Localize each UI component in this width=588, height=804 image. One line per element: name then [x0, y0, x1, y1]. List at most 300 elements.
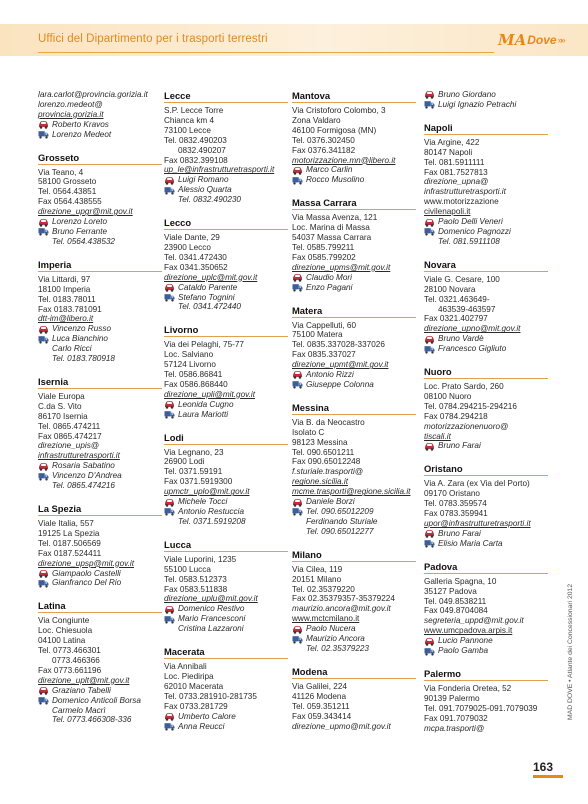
address-line: Isolato C	[292, 427, 325, 437]
contact-person-name: Daniele Borzi	[306, 497, 355, 507]
contact-person-name: Giuseppe Colonna	[306, 379, 374, 389]
address-line: direzione_upmo@mit.gov.it	[292, 721, 391, 731]
address-line: Via Cristoforo Colombo, 3	[292, 106, 386, 115]
address-line: C.da S. Vito	[38, 401, 82, 411]
address-line: 58100 Grosseto	[38, 177, 97, 187]
contact-person	[292, 527, 416, 537]
address-line: Tel. 0583.512373	[164, 574, 227, 584]
car-icon	[38, 218, 49, 227]
car-icon	[38, 569, 49, 578]
office-entry	[424, 259, 548, 354]
contact-person-name: Laura Mariotti	[178, 409, 229, 419]
contact-person-name: Domenico Pagnozzi	[438, 226, 511, 236]
address-line: 28100 Novara	[424, 284, 476, 294]
page-number-bar	[533, 775, 563, 778]
address-line: Fax 0832.399108	[164, 155, 228, 165]
address-line: Tel. 090.6501211	[292, 447, 355, 457]
contact-person-name: Tel. 0341.472440	[178, 302, 241, 312]
truck-icon	[292, 635, 303, 644]
address-line: motorizzazionenuoro@	[424, 421, 509, 431]
address-line: Fax 0321.402797	[424, 314, 488, 324]
address-line: Fax 0784.294218	[424, 411, 488, 421]
contact-person	[292, 165, 416, 175]
address-line: 20151 Milano	[292, 574, 342, 584]
address-line: 62010 Macerata	[164, 681, 224, 691]
contact-person-name: Anna Reucci	[178, 721, 225, 731]
contact-person-name: Tel. 0865.474216	[52, 481, 115, 491]
office-entry	[38, 503, 162, 588]
contact-person	[292, 507, 416, 517]
car-icon	[292, 625, 303, 634]
address-line: Tel. 0783.359574	[424, 499, 487, 509]
address-line: Via Annibali	[164, 662, 207, 672]
office-title: Imperia	[38, 259, 162, 272]
address-line: Tel. 0832.490203	[164, 135, 227, 145]
contact-person	[38, 130, 162, 140]
address-line: 0832.490207	[178, 145, 226, 155]
address-line: Fax 081.7527813	[424, 167, 488, 177]
office-entry	[164, 90, 288, 205]
office-title: Lodi	[164, 432, 288, 445]
address-line: Via Legnano, 23	[164, 447, 224, 457]
office-title: Isernia	[38, 376, 162, 389]
address-line: Fax 0773.661196	[38, 665, 102, 675]
contact-person-name: Enzo Pagani	[306, 282, 353, 292]
contact-person	[164, 185, 288, 195]
contact-link[interactable]: direzione_upli@mit.gov.it	[164, 389, 255, 399]
contact-person-name: Claudio Mori	[306, 272, 352, 282]
address-line: f.sturiale.trasporti@	[292, 467, 364, 477]
address-line: Tel. 0321.463649-	[424, 294, 490, 304]
contact-person	[38, 461, 162, 471]
address-line: Fax 0341.350652	[164, 262, 228, 272]
car-icon	[292, 498, 303, 507]
office-entry	[38, 259, 162, 364]
office-entry	[424, 561, 548, 656]
truck-icon	[292, 283, 303, 292]
contact-person-name: Antonio Restuccia	[178, 507, 244, 516]
contact-link[interactable]: tiscali.it	[424, 431, 451, 441]
address-line: Viale Luporini, 1235	[164, 554, 237, 564]
address-line: Galleria Spagna, 10	[424, 576, 497, 586]
contact-person	[424, 529, 548, 539]
address-line: Fax 049.8704084	[424, 606, 488, 616]
address-line: Viale Italia, 557	[38, 519, 94, 528]
address-line: lorenzo.medeot@	[38, 99, 103, 109]
contact-person	[164, 722, 288, 732]
contact-person	[38, 324, 162, 334]
address-line: 90139 Palermo	[424, 693, 480, 703]
truck-icon	[292, 176, 303, 185]
contact-link[interactable]: up_le@infrastrutturetrasporti.it	[164, 165, 275, 175]
contact-link[interactable]: direzione_upmt@mit.gov.it	[292, 360, 389, 370]
office-entry	[164, 539, 288, 634]
contact-person-name: Cataldo Parente	[178, 282, 238, 292]
car-icon	[424, 90, 435, 99]
truck-icon	[424, 539, 435, 548]
contact-person-name: Carlo Ricci	[52, 344, 92, 354]
address-line: Tel. 02.35379220	[292, 584, 355, 594]
address-line: 98123 Messina	[292, 437, 348, 447]
truck-icon	[164, 293, 175, 302]
contact-person	[164, 283, 288, 293]
office-entry	[424, 463, 548, 548]
address-line: lara.carlot@provincia.gorizia.it	[38, 90, 148, 99]
contact-person	[38, 227, 162, 237]
address-line: S.P. Lecce Torre	[164, 106, 224, 115]
contact-person	[292, 380, 416, 390]
car-icon	[164, 176, 175, 185]
office-entry	[424, 668, 548, 734]
contact-person	[38, 344, 162, 354]
contact-link[interactable]: direzione_uplu@mit.gov.it	[164, 594, 258, 604]
address-line: Loc. Piediripa	[164, 671, 214, 681]
address-line: Tel. 0585.799211	[292, 242, 355, 252]
address-line: 35127 Padova	[424, 586, 477, 596]
contact-person-name: Domenico Anticoli Borsa	[52, 695, 141, 705]
address-line: Tel. 0865.474211	[38, 421, 101, 431]
contact-person-name: Stefano Tognini	[178, 292, 235, 302]
contact-person	[38, 217, 162, 227]
truck-icon	[38, 579, 49, 588]
address-line: Tel. 0835.337028-337026	[292, 340, 385, 350]
contact-person-name: Carmelo Macrì	[52, 705, 106, 715]
address-line: Fax 0376.341182	[292, 145, 356, 155]
contact-person	[38, 481, 162, 491]
contact-link[interactable]: direzione_uplc@mit.gov.it	[164, 272, 258, 282]
contact-person	[424, 90, 548, 100]
contact-person-name: Paolo Nucera	[306, 624, 356, 634]
truck-icon	[292, 507, 303, 516]
contact-person-name: Tel. 0564.438532	[52, 236, 115, 246]
contact-person	[38, 354, 162, 364]
logo-arrows-icon: »»	[557, 35, 564, 45]
contact-person-name: Bruno Farai	[438, 441, 481, 451]
address-line: Fax 090.65012248	[292, 457, 361, 467]
address-line: Fax 059.343414	[292, 711, 352, 721]
truck-icon	[292, 380, 303, 389]
madove-logo	[498, 28, 564, 52]
office-entry	[292, 197, 416, 292]
logo-sub: Dove	[527, 33, 557, 47]
contact-person-name: Lorenzo Medeot	[52, 129, 112, 139]
contact-person	[38, 471, 162, 481]
address-line: Fax 0583.511838	[164, 584, 228, 594]
address-line: infrastrutturetrasporti.it	[424, 187, 506, 197]
contact-person	[164, 293, 288, 303]
office-title: Macerata	[164, 646, 288, 659]
contact-person-name: Elisio Maria Carta	[438, 538, 503, 548]
office-title: Novara	[424, 259, 548, 272]
contact-person-name: Vincenzo D'Andrea	[52, 471, 122, 481]
contact-person	[38, 578, 162, 588]
address-line: 04100 Latina	[38, 636, 86, 646]
contact-link[interactable]: direzione_upgr@mit.gov.it	[38, 207, 133, 217]
address-line: Tel. 0183.78011	[38, 294, 96, 304]
contact-link[interactable]: infrastrutturetrasporti.it	[38, 451, 120, 461]
contact-person-name: Bruno Giordano	[438, 90, 496, 99]
truck-icon	[424, 100, 435, 109]
truck-icon	[424, 345, 435, 354]
address-line: Fax 0733.281729	[164, 701, 228, 711]
truck-icon	[164, 507, 175, 516]
contact-person-name: Maurizio Ancora	[306, 634, 365, 644]
office-entry	[38, 152, 162, 247]
office-title: Napoli	[424, 122, 548, 135]
contact-person	[164, 195, 288, 205]
truck-icon	[38, 227, 49, 236]
address-line: Tel. 059.351211	[292, 701, 350, 711]
contact-person-name: Rosaria Sabatino	[52, 461, 115, 471]
contact-person	[164, 624, 288, 634]
contact-person-name: Lorenzo Loreto	[52, 217, 108, 227]
contact-person-name: Alessio Quarta	[178, 185, 232, 195]
car-icon	[38, 462, 49, 471]
page-number: 163	[533, 760, 554, 774]
contact-link[interactable]: mcme.trasporti@regione.sicilia.it	[292, 487, 411, 497]
address-line: Via Teano, 4	[38, 167, 84, 177]
page-header	[0, 0, 588, 72]
office-title: Grosseto	[38, 152, 162, 165]
truck-icon	[164, 186, 175, 195]
office-entry	[292, 549, 416, 654]
address-line: Fax 091.7079032	[424, 713, 488, 723]
car-icon	[164, 400, 175, 409]
car-icon	[38, 120, 49, 129]
office-entry	[292, 90, 416, 185]
office-title: Padova	[424, 561, 548, 574]
contact-person	[164, 712, 288, 722]
office-title: Messina	[292, 402, 416, 415]
office-entry	[38, 376, 162, 491]
address-line: Tel. 049.8538211	[424, 596, 487, 606]
office-entry	[164, 217, 288, 312]
office-title: Nuoro	[424, 366, 548, 379]
address-line: Tel. 0376.302450	[292, 135, 355, 145]
address-line: Fax 0586.868440	[164, 379, 228, 389]
address-line: 46100 Formigosa (MN)	[292, 125, 377, 135]
contact-person	[164, 302, 288, 312]
car-icon	[424, 335, 435, 344]
address-line: 54037 Massa Carrara	[292, 233, 372, 243]
address-line: 0773.466366	[52, 655, 100, 665]
address-line: 80147 Napoli	[424, 147, 473, 157]
truck-icon	[38, 696, 49, 705]
contact-person	[292, 283, 416, 293]
office-entry	[164, 646, 288, 731]
address-line: 463539-463597	[438, 304, 496, 314]
address-line: Via A. Zara (ex Via del Porto)	[424, 479, 530, 489]
address-line: Tel. 0341.472430	[164, 252, 227, 262]
office-entry	[292, 402, 416, 537]
contact-person-name: Tel. 0832.490230	[178, 195, 241, 205]
office-title: Lucca	[164, 539, 288, 552]
address-line: 23900 Lecco	[164, 242, 211, 252]
contact-person	[424, 646, 548, 656]
car-icon	[424, 218, 435, 227]
contact-link[interactable]: www.umcpadova.arpis.it	[424, 626, 513, 636]
address-line: Via Cilea, 119	[292, 564, 343, 574]
truck-icon	[424, 227, 435, 236]
contact-link[interactable]: www.mctcmilano.it	[292, 614, 360, 624]
contact-link[interactable]: dtt-im@libero.it	[38, 314, 94, 324]
contact-person	[38, 334, 162, 344]
truck-icon	[424, 647, 435, 656]
contact-link[interactable]: upmctr_uplo@mit.gov.it	[164, 487, 250, 497]
address-line: Via Argine, 422	[424, 137, 480, 147]
car-icon	[164, 605, 175, 614]
address-line: Tel. 0564.43851	[38, 187, 97, 197]
contact-person-name: Luigi Ignazio Petrachi	[438, 99, 517, 109]
address-line: 75100 Matera	[292, 330, 343, 340]
contact-person	[292, 644, 416, 654]
section-title: Uffici del Dipartimento per i trasporti terrestri	[38, 33, 268, 45]
contact-person-name: Luca Bianchino	[52, 334, 108, 344]
contact-person	[424, 217, 548, 227]
truck-icon	[38, 335, 49, 344]
contact-person-name: Francesco Gigliuto	[438, 344, 507, 354]
address-line: Fax 0371.5919300	[164, 477, 233, 487]
address-line: Via Cappelluti, 60	[292, 320, 357, 330]
car-icon	[292, 370, 303, 379]
contact-link[interactable]: direzione_upno@mit.gov.it	[424, 324, 521, 334]
contact-link[interactable]: civilenapoli.it	[424, 207, 471, 217]
office-title: Massa Carrara	[292, 197, 416, 210]
address-line: www.motorizzazione	[424, 197, 499, 207]
contact-link[interactable]: regione.sicilia.it	[292, 477, 348, 487]
address-line: direzione_upis@	[38, 441, 100, 451]
contact-person-name: Antonio Rizzi	[306, 370, 354, 380]
office-entry	[38, 90, 162, 140]
contact-person-name: Bruno Vardè	[438, 334, 484, 344]
office-title: Mantova	[292, 90, 416, 103]
office-title: Milano	[292, 549, 416, 562]
car-icon	[164, 283, 175, 292]
column-1	[38, 90, 162, 737]
contact-link[interactable]: provincia.gorizia.it	[38, 109, 104, 119]
contact-link[interactable]: direzione_upms@mit.gov.it	[292, 262, 391, 272]
address-line: Fax 02.35379357-35379224	[292, 594, 395, 604]
contact-person	[292, 517, 416, 527]
office-title: Matera	[292, 305, 416, 318]
contact-person-name: Roberto Kravos	[52, 119, 109, 129]
car-icon	[292, 166, 303, 175]
contact-person	[424, 227, 548, 237]
contact-person-name: Vincenzo Russo	[52, 324, 112, 334]
car-icon	[424, 637, 435, 646]
car-icon	[38, 325, 49, 334]
contact-link[interactable]: motorizzazione.mn@libero.it	[292, 155, 396, 165]
address-line: Via Galilei, 224	[292, 681, 347, 691]
contact-person	[164, 400, 288, 410]
contact-person	[424, 636, 548, 646]
contact-person-name: Graziano Tabelli	[52, 685, 111, 695]
contact-person-name: Paolo Delli Veneri	[438, 217, 503, 227]
car-icon	[424, 442, 435, 451]
address-line: Via Congiunte	[38, 616, 90, 626]
car-icon	[424, 529, 435, 538]
address-line: Via Fonderia Oretea, 52	[424, 683, 512, 693]
contact-person	[292, 370, 416, 380]
contact-person	[424, 237, 548, 247]
column-2	[164, 90, 288, 743]
contact-person	[38, 715, 162, 725]
contact-person	[164, 604, 288, 614]
contact-person	[38, 237, 162, 247]
contact-person	[38, 686, 162, 696]
contact-person	[292, 497, 416, 507]
contact-person	[164, 410, 288, 420]
address-line: Loc. Salviano	[164, 350, 214, 360]
contact-link[interactable]: upor@infrastrutturetrasporti.it	[424, 519, 531, 528]
truck-icon	[164, 410, 175, 419]
address-line: maurizio.ancora@mit.gov.it	[292, 604, 391, 614]
truck-icon	[164, 615, 175, 624]
contact-person-name: Tel. 090.65012277	[306, 526, 374, 536]
address-line: Chianca km 4	[164, 115, 215, 125]
address-line: 26900 Lodi	[164, 457, 205, 467]
contact-person	[424, 441, 548, 451]
address-line: direzione_upna@	[424, 177, 489, 187]
office-title: La Spezia	[38, 503, 162, 516]
address-line: Loc. Chiesuola	[38, 626, 93, 636]
address-line: 18100 Imperia	[38, 284, 91, 294]
office-title: Palermo	[424, 668, 548, 681]
car-icon	[38, 686, 49, 695]
address-line: Viale Dante, 29	[164, 233, 220, 243]
contact-person-name: Tel. 090.65012209	[306, 507, 374, 516]
contact-link[interactable]: direzione_upsp@mit.gov.it	[38, 558, 134, 568]
address-line: Loc. Prato Sardo, 260	[424, 382, 504, 392]
contact-person-name: Gianfranco Del Rio	[52, 578, 122, 588]
address-line: 86170 Isernia	[38, 411, 88, 421]
contact-person	[424, 334, 548, 344]
contact-person	[38, 706, 162, 716]
contact-link[interactable]: direzione_uplt@mit.gov.it	[38, 675, 130, 685]
contact-person-name: Leonida Cugno	[178, 399, 234, 409]
office-entry	[424, 90, 548, 110]
office-entry	[164, 324, 288, 419]
truck-icon	[38, 472, 49, 481]
office-title: Modena	[292, 666, 416, 679]
contact-person	[292, 624, 416, 634]
truck-icon	[38, 130, 49, 139]
contact-person	[292, 273, 416, 283]
address-line: mcpa.trasporti@	[424, 723, 485, 733]
address-line: Tel. 0371.59191	[164, 467, 223, 477]
column-4	[424, 90, 548, 746]
office-entry	[424, 122, 548, 247]
contact-person	[38, 120, 162, 130]
address-line: 09170 Oristano	[424, 489, 480, 499]
address-line: Tel. 0586.86841	[164, 370, 223, 380]
address-line: 57124 Livorno	[164, 360, 216, 370]
contact-person-name: Luigi Romano	[178, 175, 229, 185]
contact-person	[424, 100, 548, 110]
car-icon	[164, 498, 175, 507]
contact-person-name: Bruno Farai	[438, 528, 481, 538]
address-line: Fax 0865.474217	[38, 431, 102, 441]
contact-person-name: Tel. 0371.5919208	[178, 516, 246, 526]
address-line: Via Littardi, 97	[38, 274, 91, 284]
contact-person	[164, 507, 288, 517]
contact-person-name: Lucio Pannone	[438, 636, 493, 646]
contact-person	[164, 497, 288, 507]
contact-person	[164, 517, 288, 527]
address-line: Viale Europa	[38, 391, 85, 401]
contact-person-name: Tel. 0183.780918	[52, 354, 115, 364]
contact-person-name: Tel. 02.35379223	[306, 643, 369, 653]
